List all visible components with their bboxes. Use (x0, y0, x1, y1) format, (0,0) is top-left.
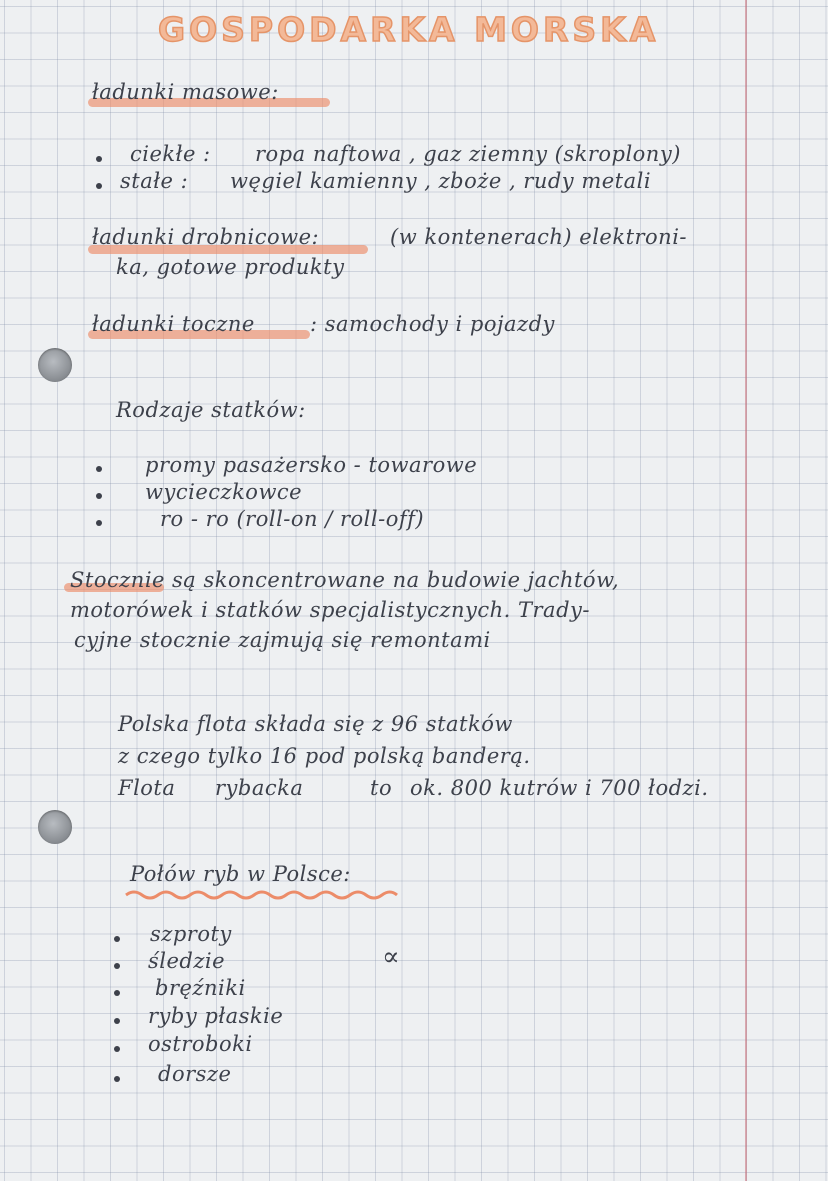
stocznie-text: są skoncentrowane na budowie jachtów, (172, 568, 620, 592)
polow-item: ostroboki (148, 1032, 253, 1056)
bullet (96, 156, 102, 162)
heading-toczne: ładunki toczne (92, 312, 255, 336)
drobnicowe-text: ka, gotowe produkty (116, 255, 345, 279)
margin-line (745, 0, 747, 1181)
stocznie-text: motorówek i statków specjalistycznych. Trady- (70, 598, 590, 622)
statki-item: wycieczkowce (145, 480, 303, 504)
heading-polow: Połów ryb w Polsce: (130, 862, 351, 886)
flota-text: ok. 800 kutrów i 700 łodzi. (410, 776, 709, 800)
stocznie-text: cyjne stocznie zajmują się remontami (74, 628, 491, 652)
bullet (96, 466, 102, 472)
bullet (114, 1076, 120, 1082)
bullet (114, 963, 120, 969)
flota-text: Flota (118, 776, 176, 800)
proportional-symbol: ∝ (382, 942, 401, 972)
bullet (114, 990, 120, 996)
bullet (96, 493, 102, 499)
flota-text: rybacka (215, 776, 304, 800)
bullet (114, 1046, 120, 1052)
masowe-label: stałe : (120, 169, 189, 193)
page-title: GOSPODARKA MORSKA (158, 10, 660, 49)
wavy-underline (124, 888, 399, 902)
polow-item: dorsze (158, 1062, 232, 1086)
toczne-text: : samochody i pojazdy (310, 312, 555, 336)
polow-item: ryby płaskie (148, 1004, 284, 1028)
flota-text: Polska flota składa się z 96 statków (118, 712, 513, 736)
punch-hole-top (38, 348, 72, 382)
masowe-text: węgiel kamienny , zboże , rudy metali (230, 169, 652, 193)
heading-masowe: ładunki masowe: (92, 80, 279, 104)
punch-hole-bottom (38, 810, 72, 844)
drobnicowe-text: (w kontenerach) elektroni- (390, 225, 688, 249)
flota-text: to (370, 776, 393, 800)
bullet (114, 1018, 120, 1024)
masowe-label: ciekłe : (130, 142, 211, 166)
bullet (96, 183, 102, 189)
bullet (96, 520, 102, 526)
statki-item: promy pasażersko - towarowe (145, 453, 478, 477)
bullet (114, 936, 120, 942)
polow-item: bręźniki (155, 976, 246, 1000)
polow-item: śledzie (148, 949, 226, 973)
polow-item: szproty (150, 922, 232, 946)
masowe-text: ropa naftowa , gaz ziemny (skroplony) (255, 142, 681, 166)
heading-drobnicowe: ładunki drobnicowe: (92, 225, 320, 249)
heading-statki: Rodzaje statków: (116, 398, 306, 422)
flota-text: z czego tylko 16 pod polską banderą. (118, 744, 531, 768)
statki-item: ro - ro (roll-on / roll-off) (160, 507, 425, 531)
stocznie-word: Stocznie (70, 568, 165, 592)
